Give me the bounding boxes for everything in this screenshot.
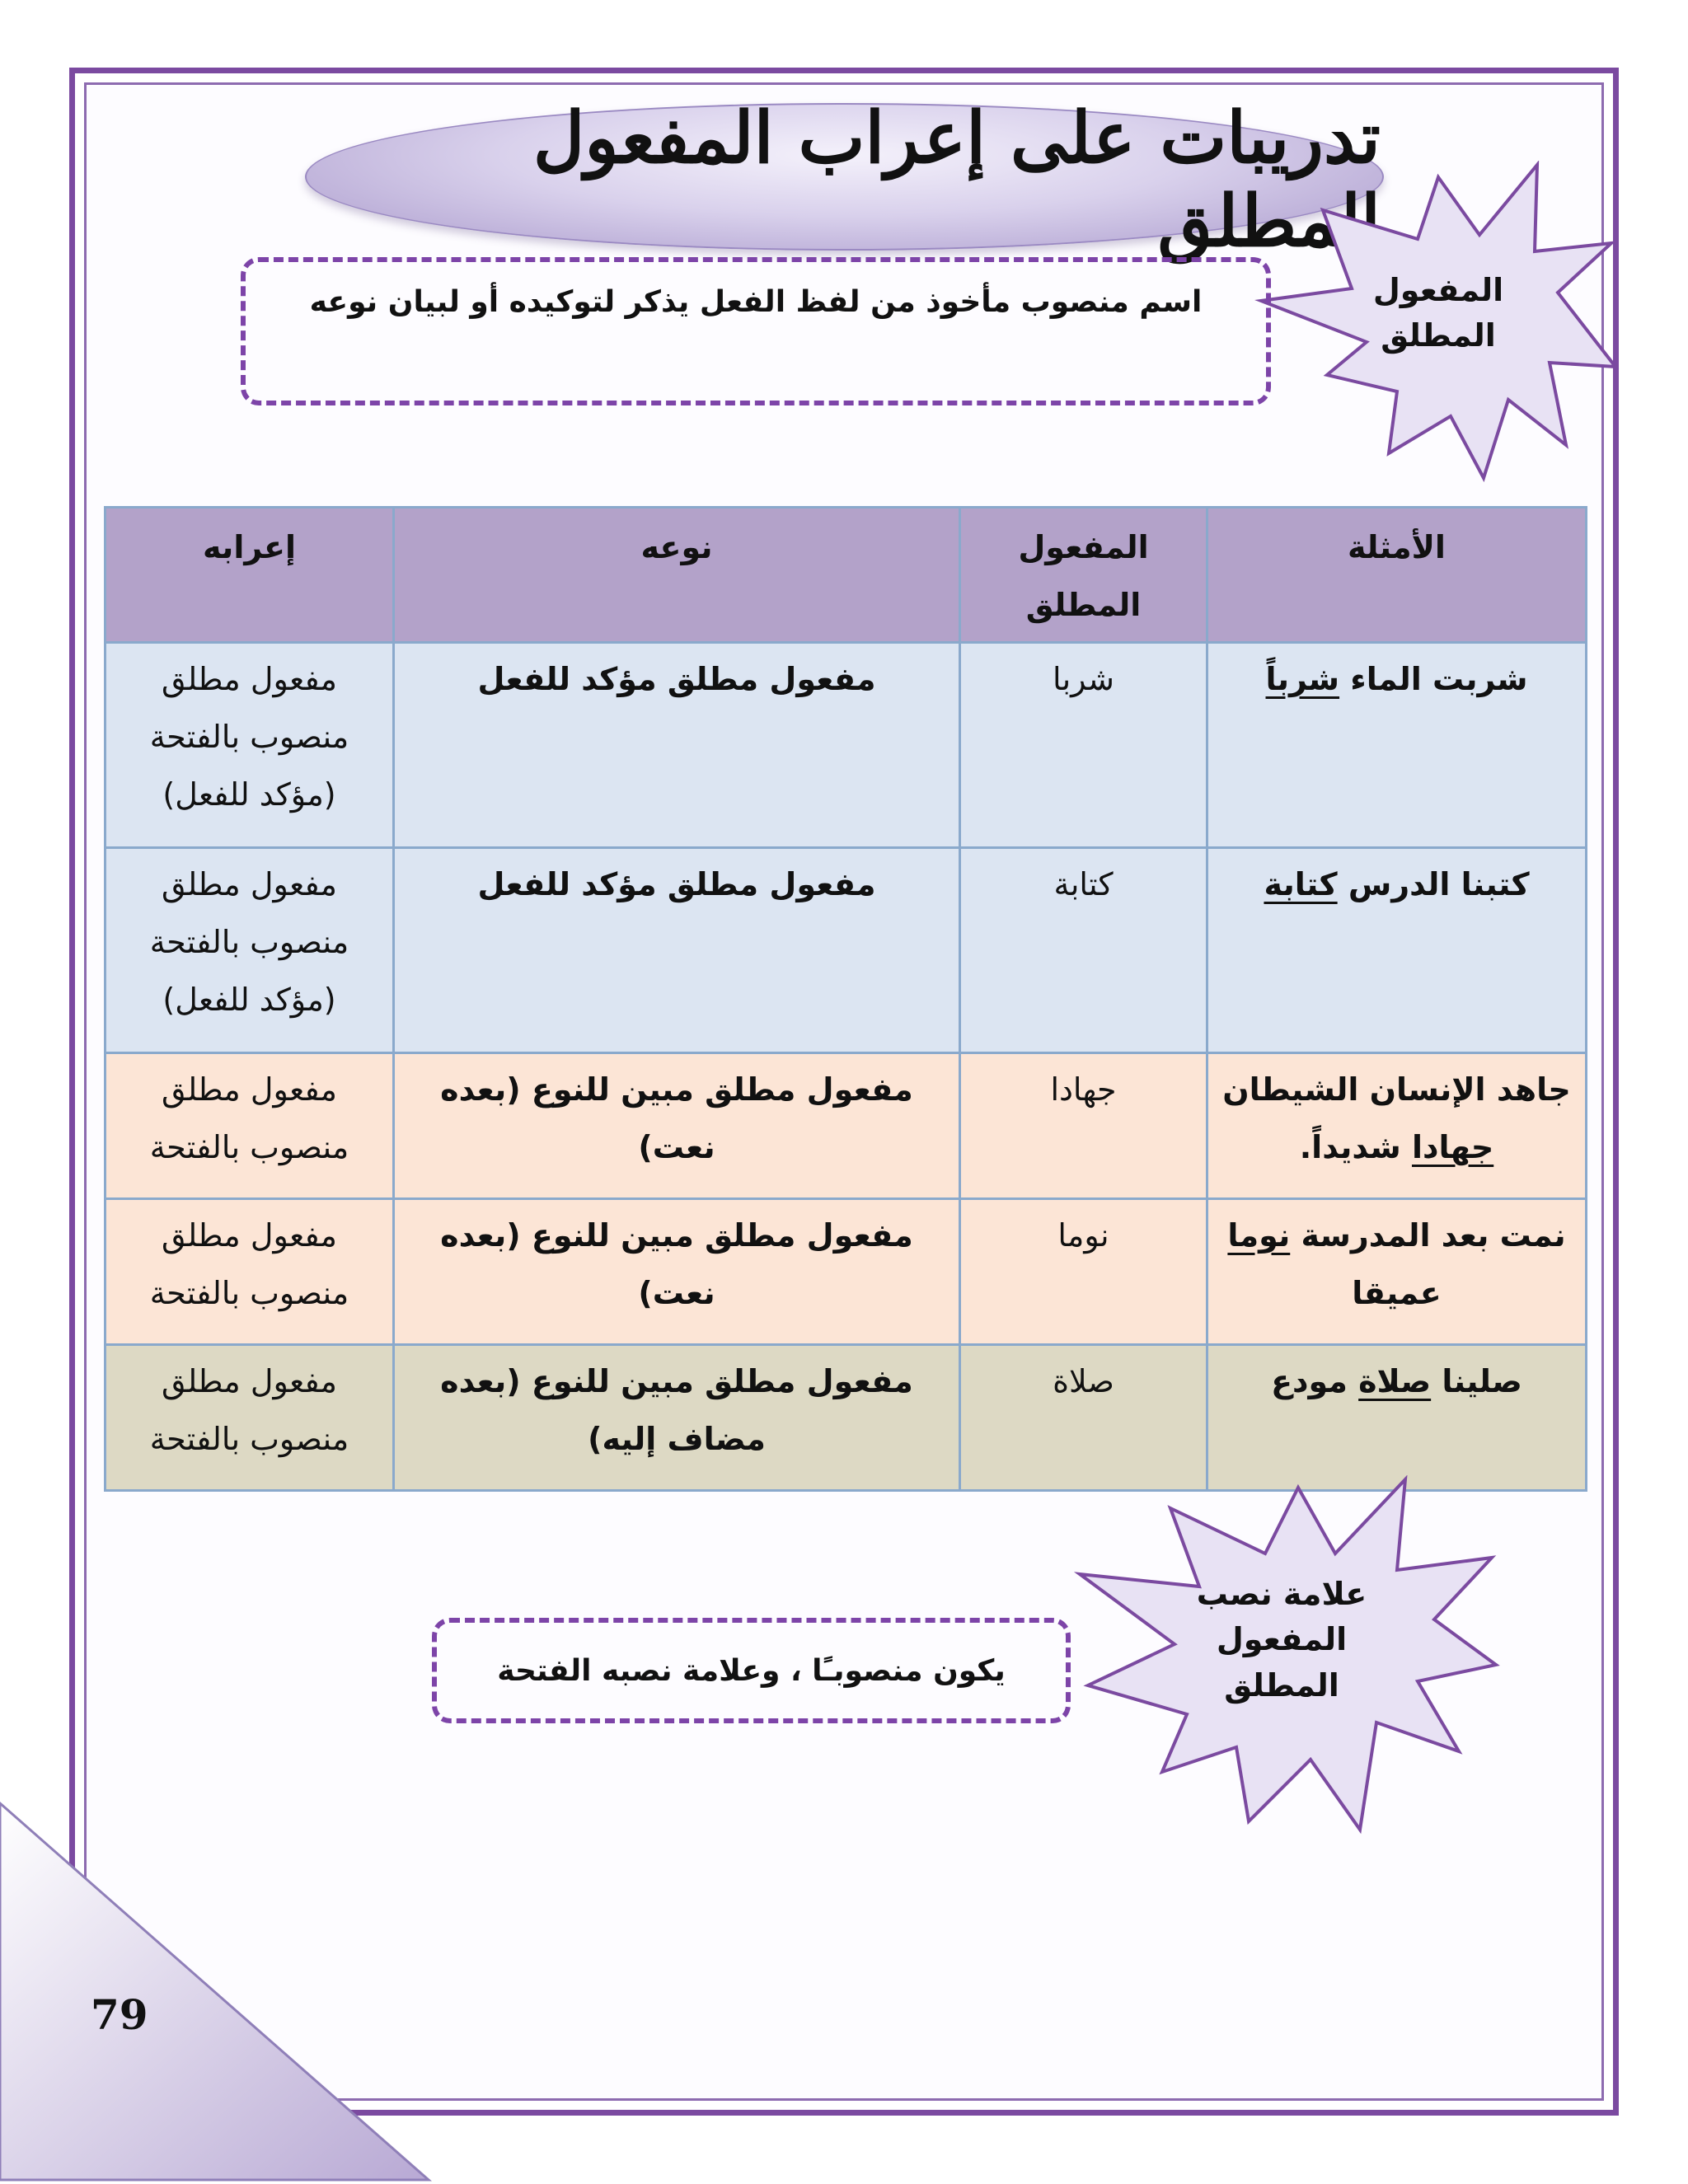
sign-box: يكون منصوبـًا ، وعلامة نصبه الفتحة bbox=[432, 1618, 1071, 1723]
table-row bbox=[106, 1052, 1587, 1198]
example-cell: صلينا صلاة مودع bbox=[1207, 1344, 1587, 1490]
type-cell: مفعول مطلق مؤكد للفعل bbox=[394, 847, 960, 1052]
i3rab-cell: مفعول مطلق منصوب بالفتحة (مؤكد للفعل) bbox=[106, 642, 394, 847]
table-header-row bbox=[106, 508, 1587, 643]
i3rab-cell: مفعول مطلق منصوب بالفتحة bbox=[106, 1052, 394, 1198]
table-row bbox=[106, 1344, 1587, 1490]
page-number: 79 bbox=[91, 1990, 148, 2039]
table-row bbox=[106, 1198, 1587, 1344]
definition-star-label: المفعول المطلق bbox=[1372, 271, 1504, 354]
header-examples: الأمثلة bbox=[1207, 508, 1587, 643]
i3rab-cell: مفعول مطلق منصوب بالفتحة (مؤكد للفعل) bbox=[106, 847, 394, 1052]
maf3ool-cell: صلاة bbox=[960, 1344, 1207, 1490]
page-title: تدريبات على إعراب المفعول المطلق bbox=[532, 96, 1381, 263]
example-cell: جاهد الإنسان الشيطان جهادا شديداً. bbox=[1207, 1052, 1587, 1198]
maf3ool-cell: جهادا bbox=[960, 1052, 1207, 1198]
maf3ool-cell: كتابة bbox=[960, 847, 1207, 1052]
i3rab-cell: مفعول مطلق منصوب بالفتحة bbox=[106, 1344, 394, 1490]
example-cell: نمت بعد المدرسة نوما عميقا bbox=[1207, 1198, 1587, 1344]
header-maf3ool: المفعول المطلق bbox=[960, 508, 1207, 643]
type-cell: مفعول مطلق مبين للنوع (بعده نعت) bbox=[394, 1198, 960, 1344]
example-cell: كتبنا الدرس كتابة bbox=[1207, 847, 1587, 1052]
type-cell: مفعول مطلق مؤكد للفعل bbox=[394, 642, 960, 847]
header-i3rab: إعرابه bbox=[106, 508, 394, 643]
sign-star-label: علامة نصب المفعول المطلق bbox=[1196, 1576, 1367, 1704]
table-row bbox=[106, 642, 1587, 847]
grammar-table bbox=[104, 506, 1587, 1492]
type-cell: مفعول مطلق مبين للنوع (بعده نعت) bbox=[394, 1052, 960, 1198]
header-type: نوعه bbox=[394, 508, 960, 643]
corner-triangle bbox=[0, 1797, 437, 2184]
i3rab-cell: مفعول مطلق منصوب بالفتحة bbox=[106, 1198, 394, 1344]
maf3ool-cell: شربا bbox=[960, 642, 1207, 847]
example-cell: شربت الماء شرباً bbox=[1207, 642, 1587, 847]
type-cell: مفعول مطلق مبين للنوع (بعده مضاف إليه) bbox=[394, 1344, 960, 1490]
definition-box: اسم منصوب مأخوذ من لفظ الفعل يذكر لتوكيده أو لبيان نوعه bbox=[241, 257, 1271, 405]
maf3ool-cell: نوما bbox=[960, 1198, 1207, 1344]
table-row bbox=[106, 847, 1587, 1052]
